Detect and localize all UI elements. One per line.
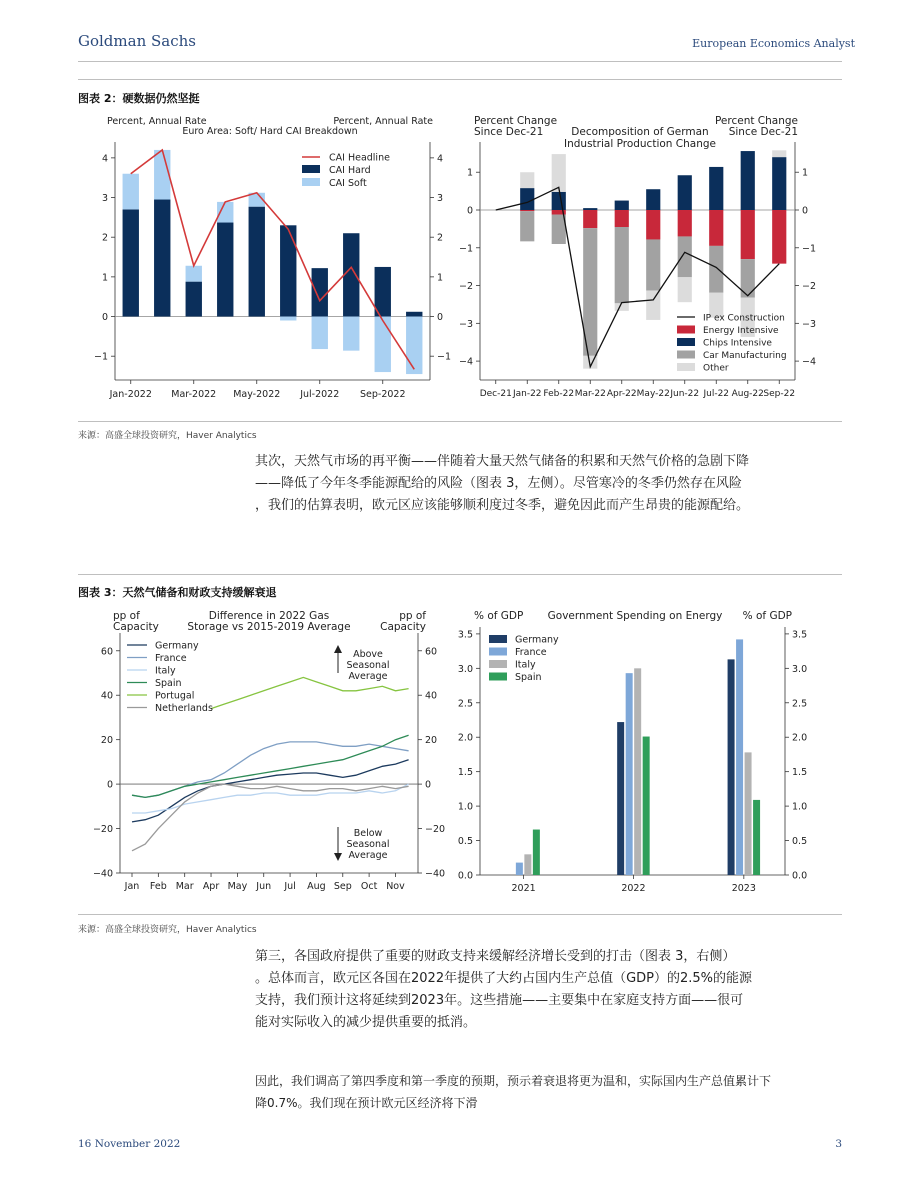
germanip-xtick-label: Jan-22 bbox=[512, 389, 542, 399]
gov-title: Government Spending on Energy bbox=[547, 610, 723, 622]
gas-ytick-label-right: 40 bbox=[425, 690, 438, 702]
gov-france-bar bbox=[516, 863, 523, 875]
cai-soft-bar bbox=[406, 317, 422, 375]
gov-legend-label: Spain bbox=[515, 672, 542, 683]
gas-ytick-label-right: −40 bbox=[425, 868, 446, 880]
germanip-ytick-label-right: −4 bbox=[802, 356, 817, 368]
cai-ytick-label-right: −1 bbox=[437, 351, 452, 363]
gas-xtick-label: Sep bbox=[333, 881, 352, 892]
gas-annotation-above-line: Above bbox=[353, 649, 383, 660]
germanip-xtick-label: Feb-22 bbox=[543, 389, 575, 399]
gas-annotation-below-line: Seasonal bbox=[346, 839, 390, 850]
germanip-xtick-label: Apr-22 bbox=[606, 389, 637, 399]
cai-ytick-label-right: 0 bbox=[437, 312, 444, 324]
header-brand: Goldman Sachs bbox=[78, 32, 196, 50]
gov-legend-swatch bbox=[489, 635, 507, 643]
gas-legend-label: Spain bbox=[155, 678, 182, 689]
gov-ytick-label-right: 1.5 bbox=[792, 767, 808, 779]
gov-ytick-label-left: 3.5 bbox=[457, 629, 473, 641]
gas-annotation-above-line: Average bbox=[348, 671, 388, 682]
figure3-bottom-rule bbox=[78, 914, 842, 915]
gas-xtick-label: Jul bbox=[284, 881, 296, 892]
germanip-other-bar bbox=[552, 154, 566, 192]
gov-xtick-label: 2023 bbox=[731, 883, 756, 894]
germanip-ylabel-right-1: Percent Change bbox=[714, 115, 798, 127]
gov-ylabel-right: % of GDP bbox=[742, 610, 792, 622]
gas-xtick-label: May bbox=[227, 881, 248, 892]
gas-ytick-label-left: 60 bbox=[100, 646, 113, 658]
cai-chart bbox=[80, 110, 452, 410]
germanip-ylabel-left-1: Percent Change bbox=[474, 115, 558, 127]
germanip-chips-bar bbox=[583, 208, 597, 210]
german-ip-chart bbox=[445, 110, 840, 410]
gas-xtick-label: Nov bbox=[386, 881, 405, 892]
gas-title-1: Difference in 2022 Gas bbox=[208, 610, 330, 622]
germanip-car-bar bbox=[709, 246, 723, 293]
cai-hard-bar bbox=[123, 209, 139, 316]
paragraph-2 bbox=[255, 946, 855, 1034]
gov-spain-bar bbox=[533, 830, 540, 875]
gov-legend-label: Italy bbox=[515, 659, 536, 671]
gov-france-bar bbox=[626, 673, 633, 875]
germanip-chips-bar bbox=[552, 192, 566, 210]
germanip-xtick-label: Mar-22 bbox=[574, 389, 606, 399]
gov-xtick-label: 2022 bbox=[621, 883, 646, 894]
gas-ylabel-left-2: Capacity bbox=[113, 621, 159, 633]
gov-italy-bar bbox=[634, 668, 641, 875]
paragraph-2-line: 支持，我们预计这将延续到2023年。这些措施——主要集中在家庭支持方面——很可 bbox=[255, 993, 744, 1008]
germanip-ytick-label-left: 0 bbox=[466, 205, 473, 217]
cai-ytick-label-right: 2 bbox=[437, 232, 444, 244]
gov-ytick-label-left: 0.5 bbox=[457, 836, 473, 848]
cai-legend-label: CAI Hard bbox=[329, 165, 371, 176]
figure3-source: 来源：高盛全球投资研究，Haver Analytics bbox=[78, 925, 257, 935]
germanip-ytick-label-left: 1 bbox=[466, 167, 473, 179]
header-publication: European Economics Analyst bbox=[692, 37, 855, 50]
gov-ytick-label-right: 0.0 bbox=[792, 870, 808, 882]
cai-ytick-label-left: 4 bbox=[101, 153, 108, 165]
cai-hard-bar bbox=[154, 200, 170, 317]
gas-legend-label: France bbox=[155, 653, 187, 664]
gov-ytick-label-left: 2.5 bbox=[457, 698, 473, 710]
gov-legend-swatch bbox=[489, 648, 507, 656]
germanip-legend-label: IP ex Construction bbox=[703, 313, 785, 324]
germanip-ylabel-right-2: Since Dec-21 bbox=[728, 126, 798, 138]
germanip-legend-label: Other bbox=[703, 363, 729, 374]
gov-ytick-label-left: 2.0 bbox=[457, 732, 473, 744]
cai-ylabel-right: Percent, Annual Rate bbox=[333, 116, 433, 127]
germanip-chips-bar bbox=[646, 189, 660, 210]
cai-soft-bar bbox=[186, 266, 202, 282]
germanip-chips-bar bbox=[709, 167, 723, 210]
germanip-energy-bar bbox=[646, 210, 660, 239]
germanip-xtick-label: Dec-21 bbox=[479, 389, 512, 399]
gov-ytick-label-left: 3.0 bbox=[457, 663, 473, 675]
gov-spending-chart bbox=[445, 605, 840, 895]
paragraph-1-line: ——降低了今年冬季能源配给的风险（图表 3，左侧）。尽管寒冷的冬季仍然存在风险 bbox=[255, 476, 742, 491]
germanip-chips-bar bbox=[772, 157, 786, 210]
germanip-other-bar bbox=[678, 277, 692, 302]
paragraph-2-line: 第三，各国政府提供了重要的财政支持来缓解经济增长受到的打击（图表 3，右侧） bbox=[255, 949, 736, 964]
cai-ytick-label-left: −1 bbox=[93, 351, 108, 363]
gas-portugal-line bbox=[211, 677, 409, 708]
gov-germany-bar bbox=[728, 659, 735, 875]
paragraph-3-line: 降0.7%。我们现在预计欧元区经济将下滑 bbox=[255, 1096, 478, 1110]
footer-page-number: 3 bbox=[835, 1138, 842, 1150]
germanip-legend-label: Energy Intensive bbox=[703, 326, 779, 336]
cai-legend-swatch-soft bbox=[302, 178, 320, 186]
cai-title: Euro Area: Soft/ Hard CAI Breakdown bbox=[182, 126, 358, 137]
germanip-energy-bar bbox=[678, 210, 692, 236]
cai-ytick-label-right: 4 bbox=[437, 153, 444, 165]
gas-below-arrowhead bbox=[334, 853, 342, 861]
gas-annotation-below-line: Below bbox=[353, 828, 383, 839]
germanip-chips-bar bbox=[520, 188, 534, 210]
gas-ytick-label-left: 40 bbox=[100, 690, 113, 702]
gas-legend-label: Netherlands bbox=[155, 703, 213, 714]
cai-legend-label: CAI Soft bbox=[329, 178, 367, 189]
paragraph-1-line: ，我们的估算表明，欧元区应该能够顺利度过冬季，避免因此而产生昂贵的能源配给。 bbox=[255, 498, 750, 513]
gov-ytick-label-right: 0.5 bbox=[792, 836, 808, 848]
gas-legend-label: Portugal bbox=[155, 690, 195, 702]
gov-legend-swatch bbox=[489, 660, 507, 668]
gas-ylabel-left-1: pp of bbox=[113, 610, 140, 622]
gov-ytick-label-right: 2.0 bbox=[792, 732, 808, 744]
paragraph-2-line: 能对实际收入的减少提供重要的抵消。 bbox=[255, 1015, 477, 1030]
cai-ylabel-left: Percent, Annual Rate bbox=[107, 116, 207, 127]
cai-soft-bar bbox=[375, 317, 391, 373]
gov-legend-swatch bbox=[489, 673, 507, 681]
gas-xtick-label: Oct bbox=[360, 881, 378, 892]
germanip-other-bar bbox=[615, 303, 629, 311]
gov-germany-bar bbox=[617, 722, 624, 875]
gas-xtick-label: Jan bbox=[124, 881, 140, 892]
gov-france-bar bbox=[736, 639, 743, 875]
germanip-ytick-label-right: 0 bbox=[802, 205, 809, 217]
gas-ytick-label-left: 20 bbox=[100, 735, 113, 747]
paragraph-1-line: 其次，天然气市场的再平衡——伴随着大量天然气储备的积累和天然气价格的急剧下降 bbox=[255, 454, 750, 469]
gas-ytick-label-left: 0 bbox=[106, 779, 113, 791]
gas-ytick-label-left: −20 bbox=[92, 824, 113, 836]
gas-ylabel-right-1: pp of bbox=[399, 610, 426, 622]
germanip-ytick-label-left: −4 bbox=[458, 356, 473, 368]
germanip-chips-bar bbox=[615, 201, 629, 210]
germanip-xtick-label: Sep-22 bbox=[763, 389, 796, 399]
germanip-xtick-label: Jun-22 bbox=[670, 389, 700, 399]
germanip-xtick-label: Jul-22 bbox=[703, 389, 730, 399]
germanip-legend-swatch bbox=[677, 326, 695, 334]
gas-ytick-label-right: 60 bbox=[425, 646, 438, 658]
germanip-title-2: Industrial Production Change bbox=[564, 138, 716, 150]
gov-ytick-label-left: 1.5 bbox=[457, 767, 473, 779]
gov-ytick-label-left: 0.0 bbox=[457, 870, 473, 882]
germanip-ytick-label-right: 1 bbox=[802, 167, 809, 179]
figure2-bottom-rule bbox=[78, 421, 842, 422]
gov-legend-label: Germany bbox=[515, 634, 559, 646]
gas-storage-chart bbox=[80, 605, 445, 895]
gov-italy-bar bbox=[745, 752, 752, 875]
header-divider bbox=[78, 61, 842, 62]
cai-ytick-label-right: 3 bbox=[437, 193, 444, 205]
gas-annotation-above-line: Seasonal bbox=[346, 660, 390, 671]
cai-hard-bar bbox=[343, 233, 359, 316]
cai-hard-bar bbox=[312, 268, 328, 316]
germanip-other-bar bbox=[646, 290, 660, 319]
germanip-legend-label: Chips Intensive bbox=[703, 338, 772, 349]
gas-ytick-label-right: 0 bbox=[425, 779, 432, 791]
germanip-xtick-label: May-22 bbox=[636, 389, 670, 399]
cai-soft-bar bbox=[154, 150, 170, 200]
germanip-ytick-label-left: −3 bbox=[458, 318, 473, 330]
germanip-xtick-label: Aug-22 bbox=[731, 389, 764, 399]
gas-above-arrowhead bbox=[334, 645, 342, 653]
gas-xtick-label: Apr bbox=[202, 881, 220, 892]
germanip-energy-bar bbox=[583, 210, 597, 228]
germanip-legend-swatch bbox=[677, 363, 695, 371]
gov-ytick-label-right: 3.5 bbox=[792, 629, 808, 641]
gas-xtick-label: Jun bbox=[256, 881, 272, 892]
germanip-ytick-label-left: −1 bbox=[458, 243, 473, 255]
cai-ytick-label-left: 1 bbox=[101, 272, 108, 284]
cai-soft-bar bbox=[343, 317, 359, 351]
figure3-top-rule bbox=[78, 574, 842, 575]
gas-legend-label: Italy bbox=[155, 665, 176, 677]
gov-italy-bar bbox=[524, 854, 531, 875]
germanip-chips-bar bbox=[741, 151, 755, 210]
paragraph-3 bbox=[255, 1070, 855, 1114]
cai-ytick-label-right: 1 bbox=[437, 272, 444, 284]
cai-soft-bar bbox=[280, 317, 296, 321]
germanip-ytick-label-right: −3 bbox=[802, 318, 817, 330]
germanip-ytick-label-left: −2 bbox=[458, 281, 473, 293]
gas-ylabel-right-2: Capacity bbox=[380, 621, 426, 633]
germanip-other-bar bbox=[520, 172, 534, 188]
cai-xtick-label: May-2022 bbox=[233, 389, 281, 400]
germanip-other-bar bbox=[772, 150, 786, 157]
paragraph-2-line: 。总体而言，欧元区各国在2022年提供了大约占国内生产总值（GDP）的2.5%的能源 bbox=[255, 971, 753, 986]
cai-ytick-label-left: 2 bbox=[101, 232, 108, 244]
cai-soft-bar bbox=[123, 174, 139, 210]
cai-hard-bar bbox=[375, 267, 391, 317]
gas-ytick-label-right: 20 bbox=[425, 735, 438, 747]
germanip-legend-label: Car Manufacturing bbox=[703, 351, 787, 361]
gov-xtick-label: 2021 bbox=[511, 883, 536, 894]
gas-xtick-label: Mar bbox=[175, 881, 194, 892]
gov-ytick-label-right: 2.5 bbox=[792, 698, 808, 710]
figure2-title: 图表 2：硬数据仍然坚挺 bbox=[78, 92, 200, 105]
figure2-top-rule bbox=[78, 79, 842, 80]
cai-ytick-label-left: 3 bbox=[101, 193, 108, 205]
germanip-legend-swatch bbox=[677, 351, 695, 359]
germanip-ylabel-left-2: Since Dec-21 bbox=[474, 126, 544, 138]
cai-hard-bar bbox=[186, 282, 202, 317]
cai-hard-bar bbox=[406, 312, 422, 317]
germanip-car-bar bbox=[520, 211, 534, 241]
germanip-car-bar bbox=[615, 227, 629, 303]
germanip-car-bar bbox=[678, 236, 692, 277]
gov-legend-label: France bbox=[515, 647, 547, 658]
germanip-energy-bar bbox=[709, 210, 723, 246]
germanip-energy-bar bbox=[741, 210, 755, 259]
germanip-energy-bar bbox=[615, 210, 629, 227]
cai-xtick-label: Sep-2022 bbox=[359, 389, 406, 400]
gas-legend-label: Germany bbox=[155, 640, 199, 652]
gov-ytick-label-right: 3.0 bbox=[792, 663, 808, 675]
gov-ylabel-left: % of GDP bbox=[474, 610, 524, 622]
cai-ytick-label-left: 0 bbox=[101, 312, 108, 324]
germanip-chips-bar bbox=[678, 175, 692, 210]
figure3-title: 图表 3：天然气储备和财政支持缓解衰退 bbox=[78, 586, 277, 599]
cai-xtick-label: Mar-2022 bbox=[171, 389, 217, 400]
cai-hard-bar bbox=[217, 223, 233, 317]
gas-title-2: Storage vs 2015-2019 Average bbox=[187, 621, 351, 633]
gov-spain-bar bbox=[643, 737, 650, 875]
cai-legend-swatch-hard bbox=[302, 165, 320, 173]
germanip-ytick-label-right: −2 bbox=[802, 281, 817, 293]
germanip-ytick-label-right: −1 bbox=[802, 243, 817, 255]
cai-hard-bar bbox=[249, 207, 265, 317]
gov-ytick-label-left: 1.0 bbox=[457, 801, 473, 813]
germanip-title-1: Decomposition of German bbox=[571, 126, 709, 138]
gov-ytick-label-right: 1.0 bbox=[792, 801, 808, 813]
gas-ytick-label-right: −20 bbox=[425, 824, 446, 836]
cai-hard-bar bbox=[280, 225, 296, 316]
gas-ytick-label-left: −40 bbox=[92, 868, 113, 880]
germanip-energy-bar bbox=[772, 210, 786, 264]
paragraph-3-line: 因此，我们调高了第四季度和第一季度的预期，预示着衰退将更为温和，实际国内生产总值累计下 bbox=[255, 1074, 772, 1088]
germanip-energy-bar bbox=[520, 210, 534, 211]
gas-annotation-below-line: Average bbox=[348, 850, 388, 861]
figure2-source: 来源：高盛全球投资研究，Haver Analytics bbox=[78, 431, 257, 441]
cai-headline-line bbox=[131, 150, 415, 369]
cai-soft-bar bbox=[312, 317, 328, 350]
cai-xtick-label: Jan-2022 bbox=[109, 389, 152, 400]
gas-xtick-label: Aug bbox=[307, 881, 326, 892]
germanip-car-bar bbox=[646, 239, 660, 290]
gov-spain-bar bbox=[753, 800, 760, 875]
cai-xtick-label: Jul-2022 bbox=[300, 389, 340, 400]
gas-xtick-label: Feb bbox=[149, 881, 167, 892]
germanip-legend-swatch bbox=[677, 338, 695, 346]
paragraph-1 bbox=[255, 451, 855, 517]
footer-date: 16 November 2022 bbox=[78, 1138, 181, 1150]
cai-legend-label: CAI Headline bbox=[329, 152, 390, 164]
